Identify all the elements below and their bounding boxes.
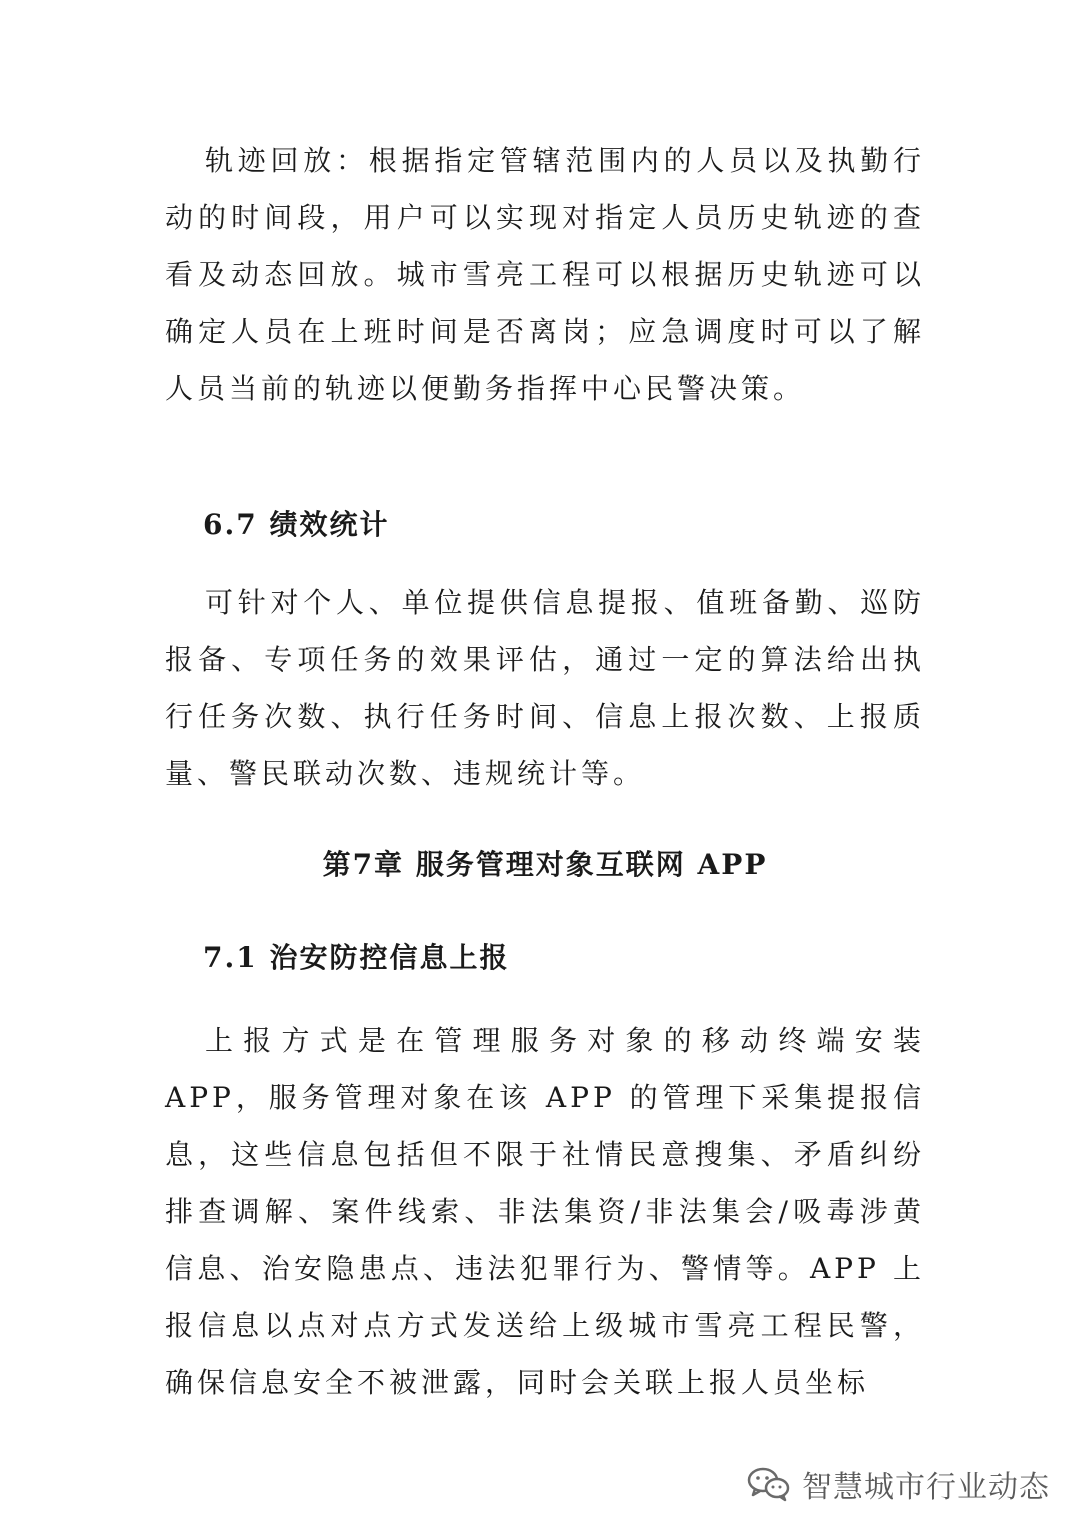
wechat-icon <box>746 1465 792 1503</box>
watermark <box>746 1462 1050 1506</box>
paragraph-info-report: 上报方式是在管理服务对象的移动终端安装 APP，服务管理对象在该 APP 的管理下采集提报信息，这些信息包括但不限于社情民意搜集、矛盾纠纷排查调解、案件线索、非法集资/非法集会/吸毒涉黄信息、治安隐患点、违法犯罪行为、警情等。APP 上报信息以点对点方式发送给上级城市雪亮工程民警，确保信息安全不被泄露，同时会关联上报人员坐标 <box>165 1024 925 1399</box>
section-heading-7-1: 7.1 治安防控信息上报 <box>203 941 510 974</box>
chapter-title-7: 第7章 服务管理对象互联网 APP <box>322 848 768 881</box>
paragraph-track-playback: 轨迹回放：根据指定管辖范围内的人员以及执勤行动的时间段，用户可以实现对指定人员历史轨迹的查看及动态回放。城市雪亮工程可以根据历史轨迹可以确定人员在上班时间是否离岗；应急调度时可以了解人员当前的轨迹以便勤务指挥中心民警决策。 <box>165 144 925 405</box>
paragraph-performance-stats: 可针对个人、单位提供信息提报、值班备勤、巡防报备、专项任务的效果评估，通过一定的算法给出执行任务次数、执行任务时间、信息上报次数、上报质量、警民联动次数、违规统计等。 <box>165 586 925 790</box>
watermark-text: 智慧城市行业动态 <box>802 1470 1050 1505</box>
section-heading-6-7: 6.7 绩效统计 <box>203 508 390 541</box>
